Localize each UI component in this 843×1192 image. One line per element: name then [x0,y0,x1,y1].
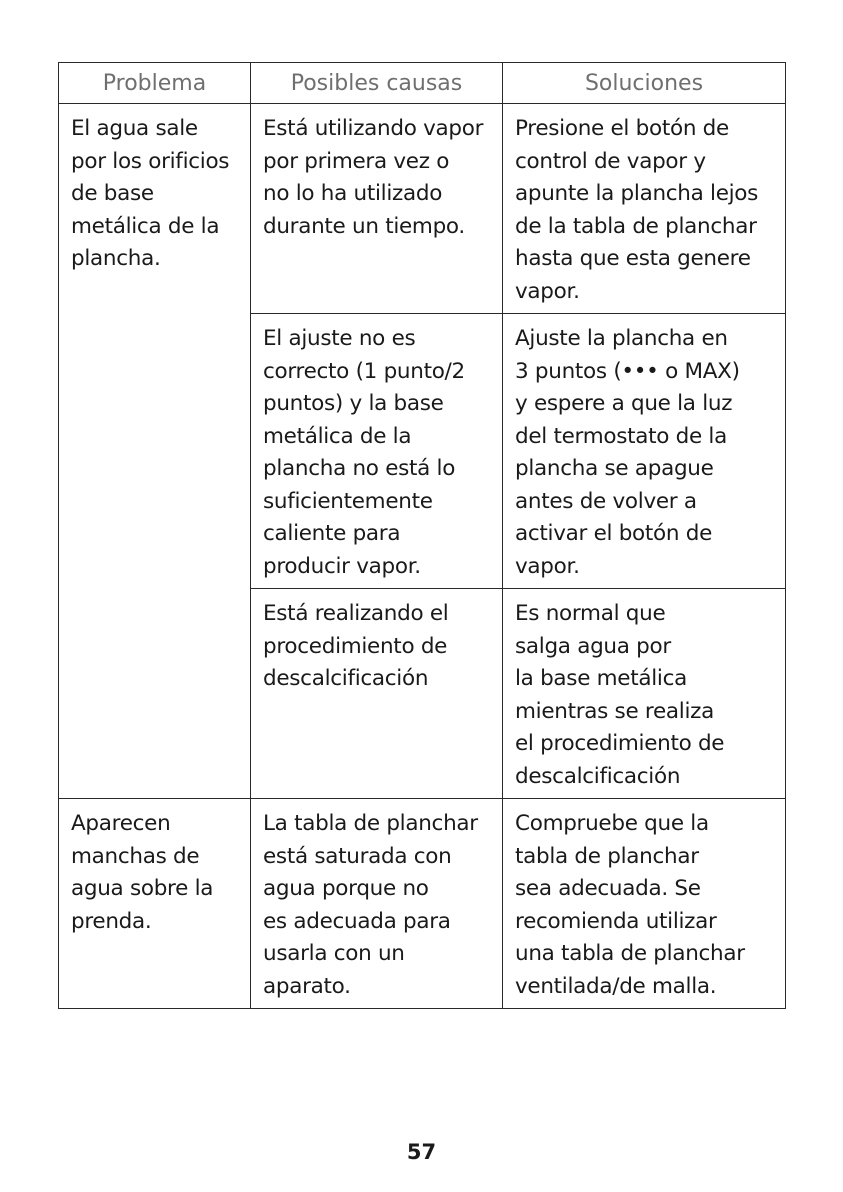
problem-line: manchas de [71,843,200,869]
problem-cell [59,104,251,799]
problem-cell [59,799,251,1009]
cause-line: plancha no está lo [263,456,456,481]
solution-cell [503,589,786,799]
problem-line: Aparecen [71,811,171,836]
cause-cell [251,104,503,314]
table-row [59,799,786,1009]
cause-line: agua porque no [263,876,429,901]
solution-line: Presione el botón de [515,116,729,141]
table-row [59,104,786,314]
header-problem: Problema [59,63,251,104]
solution-line: activar el botón de [515,521,713,546]
solution-line: antes de volver a [515,488,697,514]
cause-line: metálica de la [263,423,412,449]
cause-line: Está utilizando vapor [263,116,484,141]
header-solutions: Soluciones [503,63,786,104]
cause-line: producir vapor. [263,553,421,579]
problem-line: de base [71,181,154,206]
cause-cell [251,314,503,589]
cause-line: puntos) y la base [263,391,444,416]
cause-line: es adecuada para [263,908,451,934]
solution-line: ventilada/de malla. [515,973,717,999]
solution-line: de la tabla de planchar [515,213,757,239]
cause-line: usarla con un [263,941,405,966]
header-causes: Posibles causas [251,63,503,104]
cause-line: está saturada con [263,843,452,869]
problem-line: agua sobre la [71,876,214,901]
cause-cell [251,589,503,799]
table-header [59,63,786,104]
problem-line: metálica de la [71,213,220,239]
solution-line: y espere a que la luz [515,391,733,416]
cause-line: correcto (1 punto/2 [263,358,465,384]
solution-line: mientras se realiza [515,698,714,724]
solution-line: tabla de planchar [515,843,699,869]
solution-line: descalcificación [515,763,681,789]
cause-line: durante un tiempo. [263,213,465,239]
cause-line: aparato. [263,973,351,999]
solution-line: hasta que esta genere [515,246,751,271]
solution-line: Ajuste la plancha en [515,326,728,351]
solution-line: Compruebe que la [515,811,709,836]
solution-line: el procedimiento de [515,731,725,756]
solution-line: vapor. [515,278,580,304]
solution-line: del termostato de la [515,423,727,449]
cause-line: por primera vez o [263,148,450,174]
cause-line: descalcificación [263,666,429,691]
solution-line: Es normal que [515,601,666,626]
troubleshooting-table [58,62,786,1009]
table-body [59,104,786,1009]
solution-line: una tabla de planchar [515,941,745,966]
page-number: 57 [406,1140,437,1164]
cause-line: Está realizando el [263,601,449,626]
cause-line: caliente para [263,521,401,546]
cause-line: procedimiento de [263,633,448,659]
cause-line: El ajuste no es [263,326,416,351]
solution-line: 3 puntos (••• o MAX) [515,358,740,384]
solution-line: la base metálica [515,666,687,691]
solution-cell [503,799,786,1009]
cause-line: no lo ha utilizado [263,181,443,206]
solution-line: sea adecuada. Se [515,876,701,901]
problem-line: plancha. [71,246,161,271]
problem-line: El agua sale [71,116,198,141]
solution-line: recomienda utilizar [515,908,717,934]
problem-line: por los orificios [71,148,230,174]
solution-cell [503,314,786,589]
solution-line: control de vapor y [515,148,706,174]
solution-line: salga agua por [515,633,671,659]
header-row [59,63,786,104]
solution-line: plancha se apague [515,456,714,481]
solution-line: apunte la plancha lejos [515,181,759,206]
cause-line: La tabla de planchar [263,811,478,836]
cause-line: suficientemente [263,488,433,514]
cause-cell [251,799,503,1009]
solution-line: vapor. [515,553,580,579]
solution-cell [503,104,786,314]
problem-line: prenda. [71,908,152,934]
